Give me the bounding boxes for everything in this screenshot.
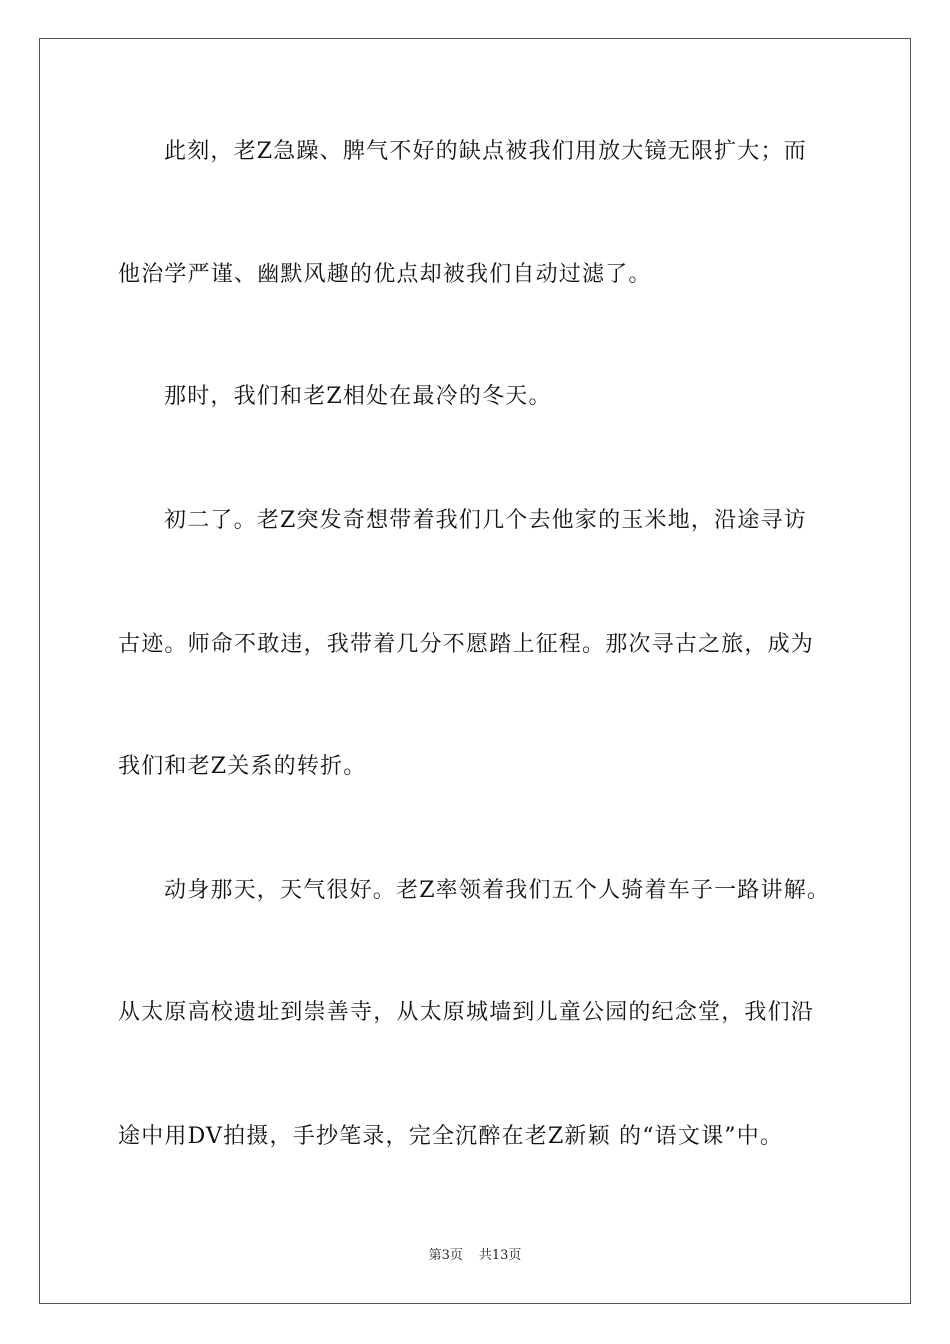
text-line: 途中用DV拍摄，手抄笔录，完全沉醉在老Z新颖 的“语文课”中。 [118,1124,784,1149]
text-line: 此刻，老Z急躁、脾气不好的缺点被我们用放大镜无限扩大；而 [164,139,807,164]
text-line: 从太原高校遗址到崇善寺，从太原城墙到儿童公园的纪念堂，我们沿 [118,1000,815,1025]
total-pages: 共13页 [478,1248,522,1263]
text-line: 他治学严谨、幽默风趣的优点却被我们自动过滤了。 [118,262,652,287]
page-footer [0,1247,950,1265]
page-number: 第3页 [428,1248,463,1263]
text-line: 古迹。师命不敢违，我带着几分不愿踏上征程。那次寻古之旅，成为 [118,632,815,657]
text-line: 那时，我们和老Z相处在最冷的冬天。 [164,384,552,409]
text-line: 我们和老Z关系的转折。 [118,754,367,779]
text-line: 初二了。老Z突发奇想带着我们几个去他家的玉米地，沿途寻访 [164,508,807,533]
text-line: 动身那天，天气很好。老Z率领着我们五个人骑着车子一路讲解。 [164,878,831,903]
page-frame [39,38,911,1304]
